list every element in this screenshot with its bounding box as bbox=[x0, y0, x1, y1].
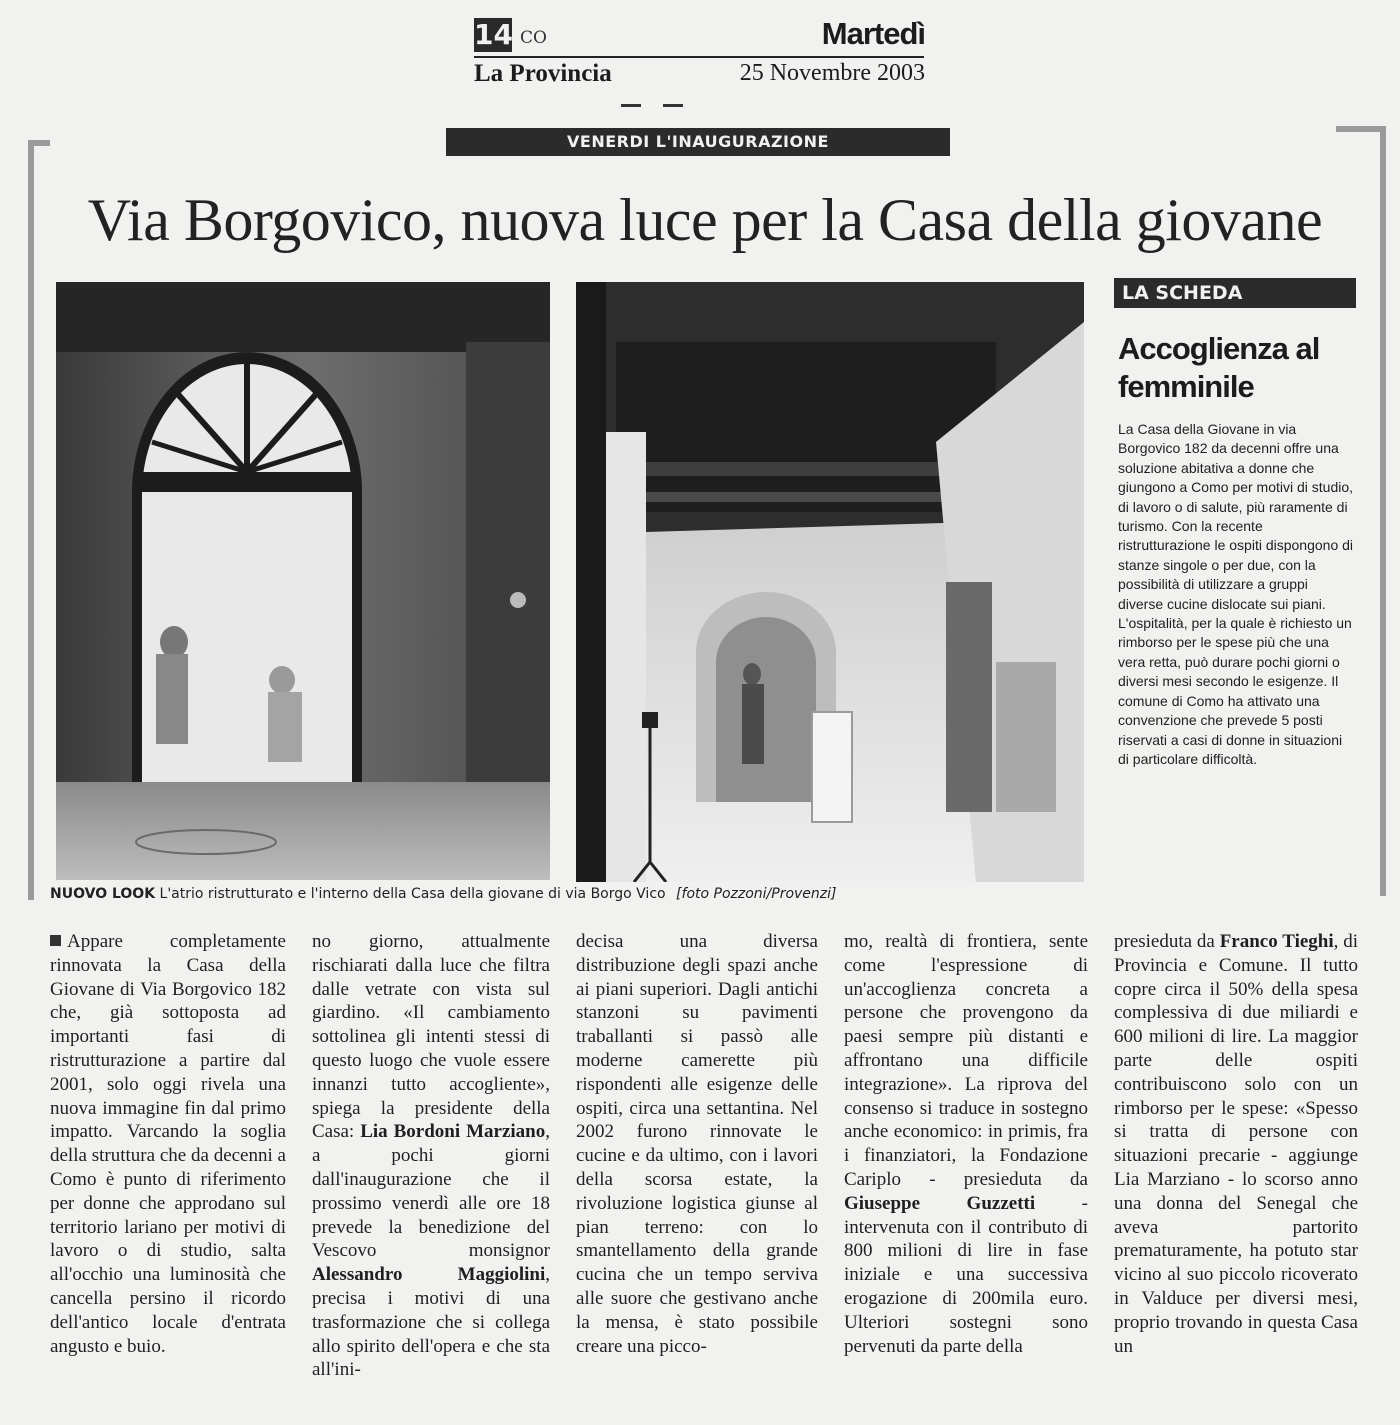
photo-atrium bbox=[56, 282, 550, 880]
column-text: - intervenuta con il contributo di 800 milioni di lire in fase iniziale e una successiva erogazione di 200mila euro. Ulteriori sostegni sono pervenuti da parte della bbox=[844, 1192, 1088, 1357]
column-text: Appare completamente rinnovata la Casa della Giovane di Via Borgovico 182 che, già sottoposta ad importanti fasi di ristrutturazione a partire dal 2001, solo oggi rivela una nuova immagine fin dal primo impatto. Varcando la soglia della struttura che da decenni a Como è punto di riferimento per donne che approdano sul territorio lariano per motivi di lavoro o di studio, salta all'occhio una luminosità che cancella persino il ricordo dell'antico locale d'entrata angusto e buio. bbox=[50, 931, 286, 1357]
person-name: Lia Bordoni Marziano bbox=[360, 1121, 546, 1143]
page-number: 14 bbox=[474, 18, 513, 51]
photo-corridor bbox=[576, 282, 1084, 882]
article-column-4 bbox=[844, 930, 1088, 1415]
edition-label: CO bbox=[520, 28, 547, 48]
column-text: decisa una diversa distribuzione degli spazi anche ai piani superiori. Dagli antichi stanzoni su pavimenti traballanti si passò alle moderne camerette più rispondenti alle esigenze delle ospiti, circa una settantina. Nel 2002 furono rinnovate le cucine e da ultimo, con i lavori della scorsa estate, la rivoluzione logistica giunse al pian terreno: con lo smantellamento della grande cucina che un tempo serviva alle suore che gestivano anche la mensa, è stato possibile creare una picco- bbox=[576, 931, 818, 1357]
column-text: presieduta da bbox=[1114, 931, 1215, 952]
lead-bullet-icon bbox=[50, 935, 61, 946]
newspaper-name: La Provincia bbox=[474, 60, 612, 87]
masthead-rule bbox=[474, 56, 924, 58]
frame-rule bbox=[28, 140, 34, 900]
column-text: , precisa i motivi di una trasformazione che si collega allo spirito dell'opera e che sta all'ini- bbox=[312, 1264, 550, 1381]
person-name: Giuseppe Guzzetti bbox=[844, 1192, 1036, 1214]
article-column-5 bbox=[1114, 930, 1358, 1415]
issue-date: 25 Novembre 2003 bbox=[739, 60, 925, 86]
photo-caption bbox=[50, 886, 870, 902]
sidebar-title: Accoglienza al femminile bbox=[1118, 331, 1320, 404]
issue-day: Martedì bbox=[821, 16, 925, 51]
photo-credit: [foto Pozzoni/Provenzi] bbox=[676, 886, 837, 902]
article-column-1 bbox=[50, 930, 286, 1415]
column-text: , di Provincia e Comune. Il tutto copre circa il 50% della spesa complessiva di due miliardi e 600 milioni di lire. La maggior parte delle ospiti contribuiscono solo con un rimborso per le spese: «Spesso si tratta di persone con situazioni precarie - aggiunge Lia Marziano - lo scorso anno una donna del Senegal che aveva partorito prematuramente, ha potuto star vicino al suo piccolo ricoverato in Valduce per diversi mesi, proprio trovando in questa Casa un bbox=[1114, 931, 1358, 1357]
masthead-dash bbox=[663, 104, 683, 107]
column-text: no giorno, attualmente rischiarati dalla luce che filtra dalle vetrate con vista sul giardino. «Il cambiamento sottolinea gli intenti stessi di questo luogo che vuole essere innanzi tutto accogliente», spiega la presidente della Casa: bbox=[312, 931, 550, 1143]
sidebar-body: La Casa della Giovane in via Borgovico 182 da decenni offre una soluzione abitativa a donne che giungono a Como per motivi di studio, di lavoro o di salute, più raramente di turismo. Con la recente ristrutturazione le ospiti dispongono di stanze singole o per due, con la possibilità di utilizzare a gruppi diverse cucine dislocate sui piani. L'ospitalità, per la quale è richiesto un rimborso per le spese più che una vera retta, può durare pochi giorni o diversi mesi secondo le esigenze. Il comune di Como ha attivato una convenzione che prevede 5 posti riservati a casi di donne in situazioni di particolare difficoltà. bbox=[1118, 421, 1354, 767]
person-name: Franco Tieghi bbox=[1219, 931, 1334, 952]
headline: Via Borgovico, nuova luce per la Casa della giovane bbox=[87, 187, 1323, 253]
article-column-3 bbox=[576, 930, 818, 1415]
column-text: , a pochi giorni dall'inaugurazione che il prossimo venerdì alle ore 18 prevede la benedizione del Vescovo monsignor bbox=[312, 1121, 550, 1262]
caption-text: L'atrio ristrutturato e l'interno della Casa della giovane di via Borgo Vico bbox=[159, 886, 666, 902]
kicker-bar: VENERDI L'INAUGURAZIONE bbox=[446, 128, 950, 156]
sidebar-label: LA SCHEDA bbox=[1114, 278, 1356, 308]
column-text: mo, realtà di frontiera, sente come l'espressione di un'accoglienza concreta a persone che provengono da paesi sempre più distanti e affrontano una difficile integrazione». La riprova del consenso si traduce in sostegno anche economico: in primis, fra i finanziatori, la Fondazione Cariplo - presieduta da bbox=[844, 931, 1088, 1190]
frame-corner bbox=[1336, 126, 1386, 132]
frame-rule bbox=[1380, 126, 1386, 896]
caption-lead: NUOVO LOOK bbox=[50, 886, 156, 902]
article-column-2 bbox=[312, 930, 550, 1415]
masthead-dash bbox=[621, 104, 641, 107]
person-name: Alessandro Maggiolini bbox=[312, 1264, 546, 1286]
